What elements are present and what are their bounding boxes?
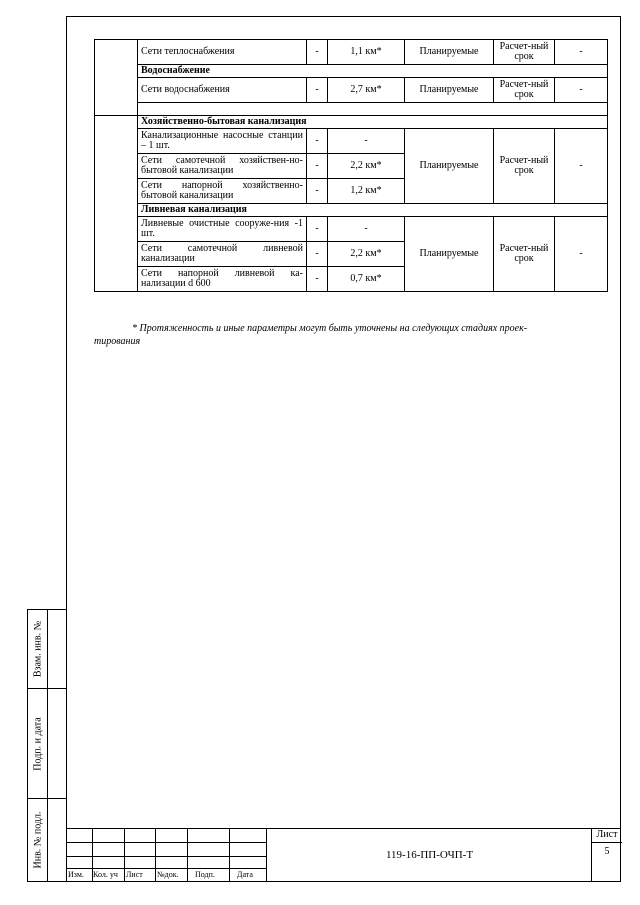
side-cell-replace-inv [28,610,67,689]
sewer-row-dash: - [307,129,328,154]
storm-row-name: Сети напорной ливневой ка-нализации d 600 [138,267,307,292]
storm-status: Планируемые [405,217,494,292]
side-label-replace-inv: Взам. инв. № [32,620,43,678]
storm-row-dash: - [307,242,328,267]
tb-label-qty: Кол. уч [93,870,118,879]
water-network-last: - [555,78,608,103]
water-network-term: Расчет-ный срок [494,78,555,103]
heat-network-name: Сети теплоснабжения [138,40,307,65]
binding-strip [27,609,67,882]
storm-row-name: Ливневые очистные сооруже-ния -1 шт. [138,217,307,242]
table-row [95,217,608,242]
side-cell-orig-inv [28,799,67,881]
storm-row-length: 2,2 км* [328,242,405,267]
sewer-section-heading-left [138,103,608,116]
footnote [94,322,608,348]
sewer-row-name: Сети напорной хозяйственно-бытовой канализации [138,179,307,204]
table-row [95,129,608,154]
title-block [66,828,621,882]
heat-network-last: - [555,40,608,65]
table-row [95,40,608,65]
storm-row-dash: - [307,267,328,292]
sewer-status: Планируемые [405,129,494,204]
tb-label-doc-no: №док. [157,870,179,879]
water-section-heading: Водоснабжение [138,65,608,78]
water-network-name: Сети водоснабжения [138,78,307,103]
heat-network-length: 1,1 км* [328,40,405,65]
storm-row-length: - [328,217,405,242]
heat-network-dash: - [307,40,328,65]
tb-label-date: Дата [237,870,253,879]
table-cell-empty [95,116,138,292]
table-row [95,78,608,103]
storm-row-name: Сети самотечной ливневой канализации [138,242,307,267]
tb-label-change: Изм. [68,870,84,879]
sewer-section-heading: Хозяйственно-бытовая канализация [138,116,608,129]
sewer-row-name: Канализационные насосные станции – 1 шт. [138,129,307,154]
sewer-term: Расчет-ный срок [494,129,555,204]
table-row [95,116,608,129]
side-cell-sign-date [28,689,67,799]
water-network-length: 2,7 км* [328,78,405,103]
storm-section-heading: Ливневая канализация [138,204,608,217]
table-row [95,204,608,217]
storm-row-length: 0,7 км* [328,267,405,292]
storm-row-dash: - [307,217,328,242]
sewer-row-name: Сети самотечной хозяйствен-но-бытовой канализации [138,154,307,179]
sewer-row-length: - [328,129,405,154]
heat-network-term: Расчет-ный срок [494,40,555,65]
footnote-line-1: * Протяженность и иные параметры могут быть уточнены на следующих стадиях проек- [132,323,528,334]
water-network-dash: - [307,78,328,103]
heat-network-status: Планируемые [405,40,494,65]
sewer-row-dash: - [307,154,328,179]
engineering-networks-table [94,39,608,292]
side-label-orig-inv: Инв. № подл. [32,811,43,869]
side-label-sign-date: Подп. и дата [32,716,43,771]
sheet-label: Лист [592,828,622,843]
sewer-row-length: 2,2 км* [328,154,405,179]
storm-last: - [555,217,608,292]
table-row [95,65,608,78]
sheet-number: 5 [604,846,610,857]
sewer-row-dash: - [307,179,328,204]
water-network-status: Планируемые [405,78,494,103]
sheet-box [591,828,622,882]
document-code: 119-16-ПП-ОЧП-Т [266,828,592,882]
storm-term: Расчет-ный срок [494,217,555,292]
footnote-line-2: тирования [94,336,141,347]
tb-label-sign: Подп. [195,870,215,879]
sewer-row-length: 1,2 км* [328,179,405,204]
table-row [95,103,608,116]
tb-label-sheet: Лист [126,870,143,879]
sewer-last: - [555,129,608,204]
table-cell-empty [95,40,138,116]
